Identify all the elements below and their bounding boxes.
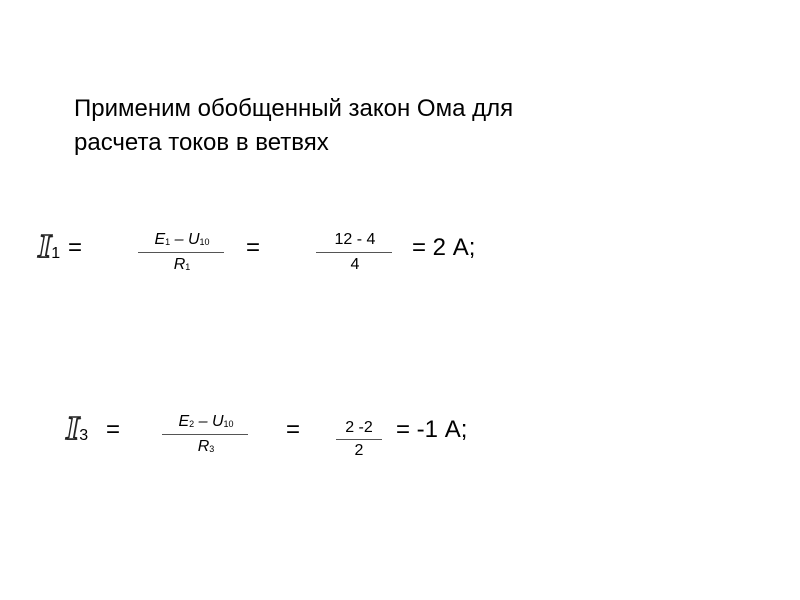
slide-heading bbox=[74, 92, 674, 160]
current-i-glyph: I bbox=[66, 410, 80, 447]
fraction-denominator-symbolic bbox=[162, 438, 250, 458]
fraction-bar-symbolic bbox=[138, 252, 224, 253]
result-i3: = -1 А; bbox=[396, 416, 468, 443]
resistance-symbol: R bbox=[173, 256, 186, 273]
fraction-numerator-symbolic bbox=[138, 231, 226, 251]
heading-line-2: расчета токов в ветвях bbox=[74, 129, 329, 156]
fraction-denominator-symbolic bbox=[138, 256, 226, 276]
fraction-bar-value bbox=[336, 439, 382, 440]
fraction-numerator-symbolic bbox=[162, 413, 250, 433]
emf-symbol: E bbox=[154, 231, 166, 248]
current-subscript: 1 bbox=[51, 245, 61, 262]
equals-sign-1: = bbox=[106, 416, 121, 443]
voltage-symbol: – U bbox=[194, 413, 224, 430]
fraction-bar-symbolic bbox=[162, 434, 248, 435]
fraction-denominator-value: 2 bbox=[354, 442, 364, 459]
current-symbol-i1 bbox=[38, 230, 60, 269]
result-i1: = 2 А; bbox=[412, 234, 476, 261]
resistance-subscript: 3 bbox=[209, 444, 215, 454]
resistance-symbol: R bbox=[197, 438, 210, 455]
fraction-bar-value bbox=[316, 252, 392, 253]
current-i-glyph: I bbox=[38, 228, 52, 265]
fraction-denominator-value: 4 bbox=[350, 256, 360, 273]
emf-subscript: 1 bbox=[165, 237, 171, 247]
voltage-subscript: 10 bbox=[199, 237, 210, 247]
heading-line-1: Применим обобщенный закон Ома для bbox=[74, 95, 514, 122]
emf-symbol: E bbox=[178, 413, 190, 430]
equals-sign-1: = bbox=[68, 234, 83, 261]
equals-sign-2: = bbox=[286, 416, 301, 443]
current-subscript: 3 bbox=[79, 427, 89, 444]
current-symbol-i3 bbox=[66, 412, 88, 451]
equals-sign-2: = bbox=[246, 234, 261, 261]
fraction-numerator-value: 12 - 4 bbox=[334, 231, 376, 248]
voltage-subscript: 10 bbox=[223, 419, 234, 429]
emf-subscript: 2 bbox=[189, 419, 195, 429]
resistance-subscript: 1 bbox=[185, 262, 191, 272]
fraction-numerator-value: 2 -2 bbox=[345, 419, 373, 436]
voltage-symbol: – U bbox=[170, 231, 200, 248]
